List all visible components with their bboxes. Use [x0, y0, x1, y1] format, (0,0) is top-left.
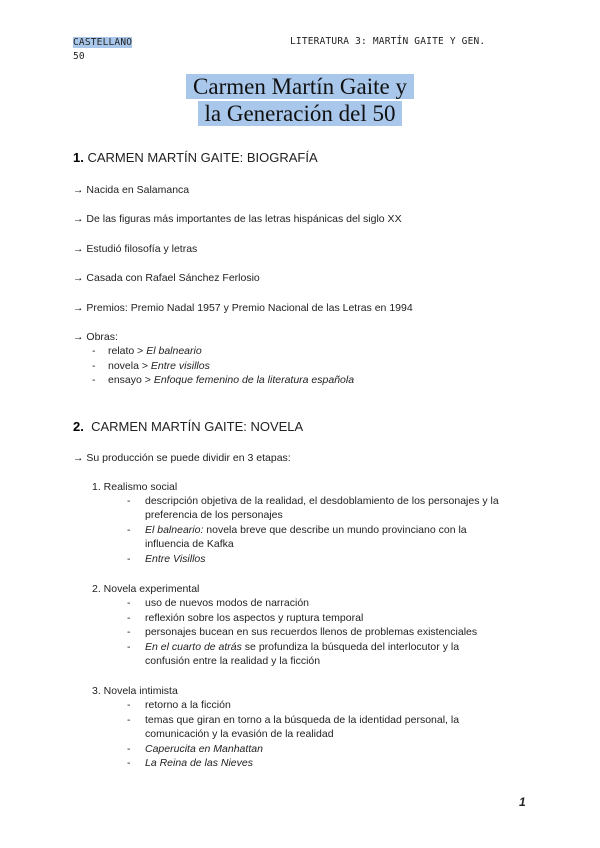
- list-dash: -: [127, 524, 131, 536]
- list-dash: -: [127, 699, 131, 711]
- bio-item: → Obras:: [73, 331, 118, 343]
- list-dash: -: [127, 641, 131, 653]
- stage-line: descripción objetiva de la realidad, el desdoblamiento de los personajes y la: [145, 495, 499, 507]
- list-dash: -: [127, 495, 131, 507]
- bio-item: → De las figuras más importantes de las letras hispánicas del siglo XX: [73, 213, 402, 225]
- list-dash: -: [92, 360, 96, 372]
- stage-line: preferencia de los personajes: [145, 509, 283, 521]
- work-title: Caperucita en Manhattan: [145, 743, 263, 755]
- list-dash: -: [127, 612, 131, 624]
- stage-title: 1. Realismo social: [92, 481, 178, 493]
- obra-title: El balneario: [146, 345, 202, 357]
- list-dash: -: [127, 714, 131, 726]
- list-dash: -: [127, 757, 131, 769]
- list-dash: -: [127, 597, 131, 609]
- document-title: [0, 73, 600, 127]
- obra-item: relato > El balneario: [108, 345, 202, 357]
- header-left: [73, 36, 132, 64]
- stage-title: 2. Novela experimental: [92, 583, 200, 595]
- stage-line: retorno a la ficción: [145, 699, 231, 711]
- section-1-heading: [73, 150, 318, 165]
- section-1-number: 1.: [73, 150, 84, 165]
- page-number: 1: [519, 795, 526, 809]
- work-title: El balneario:: [145, 524, 204, 536]
- bio-item: → Casada con Rafael Sánchez Ferlosio: [73, 272, 260, 284]
- work-title: Entre Visillos: [145, 553, 206, 565]
- work-title: La Reina de las Nieves: [145, 757, 253, 769]
- obra-item: novela > Entre visillos: [108, 360, 210, 372]
- list-dash: -: [127, 553, 131, 565]
- section-2-intro: → Su producción se puede dividir en 3 etapas:: [73, 452, 291, 464]
- header-subject-cont: 50: [73, 51, 85, 62]
- list-dash: -: [127, 626, 131, 638]
- stage-line: comunicación y la evasión de la realidad: [145, 728, 334, 740]
- stage-line: temas que giran en torno a la búsqueda de la identidad personal, la: [145, 714, 460, 726]
- section-2-number: 2.: [73, 419, 84, 434]
- header-subject: CASTELLANO: [73, 37, 133, 48]
- stage-title: 3. Novela intimista: [92, 685, 178, 697]
- bio-item: → Premios: Premio Nadal 1957 y Premio Nacional de las Letras en 1994: [73, 302, 413, 314]
- title-line-2: la Generación del 50: [198, 101, 403, 126]
- header-right: LITERATURA 3: MARTÍN GAITE Y GEN.: [290, 36, 486, 47]
- obra-item: ensayo > Enfoque femenino de la literatura española: [108, 374, 355, 386]
- work-title: En el cuarto de atrás: [145, 641, 242, 653]
- stage-line: reflexión sobre los aspectos y ruptura temporal: [145, 612, 364, 624]
- list-dash: -: [92, 374, 96, 386]
- stage-line: personajes bucean en sus recuerdos llenos de problemas existenciales: [145, 626, 478, 638]
- stage-line: uso de nuevos modos de narración: [145, 597, 310, 609]
- stage-line: confusión entre la realidad y la ficción: [145, 655, 321, 667]
- list-dash: -: [92, 345, 96, 357]
- stage-line: influencia de Kafka: [145, 538, 234, 550]
- bio-item: → Nacida en Salamanca: [73, 184, 190, 196]
- title-line-1: Carmen Martín Gaite y: [186, 74, 414, 99]
- section-2-title: CARMEN MARTÍN GAITE: NOVELA: [91, 419, 304, 434]
- obra-title: Enfoque femenino de la literatura española: [153, 374, 355, 386]
- stage-line: En el cuarto de atrás se profundiza la búsqueda del interlocutor y la: [145, 641, 460, 653]
- section-2-heading: [73, 419, 303, 434]
- obra-title: Entre visillos: [150, 360, 210, 372]
- section-1-title: CARMEN MARTÍN GAITE: BIOGRAFÍA: [87, 150, 318, 165]
- stage-line: El balneario: novela breve que describe un mundo provinciano con la: [145, 524, 467, 536]
- list-dash: -: [127, 743, 131, 755]
- bio-item: → Estudió filosofía y letras: [73, 243, 198, 255]
